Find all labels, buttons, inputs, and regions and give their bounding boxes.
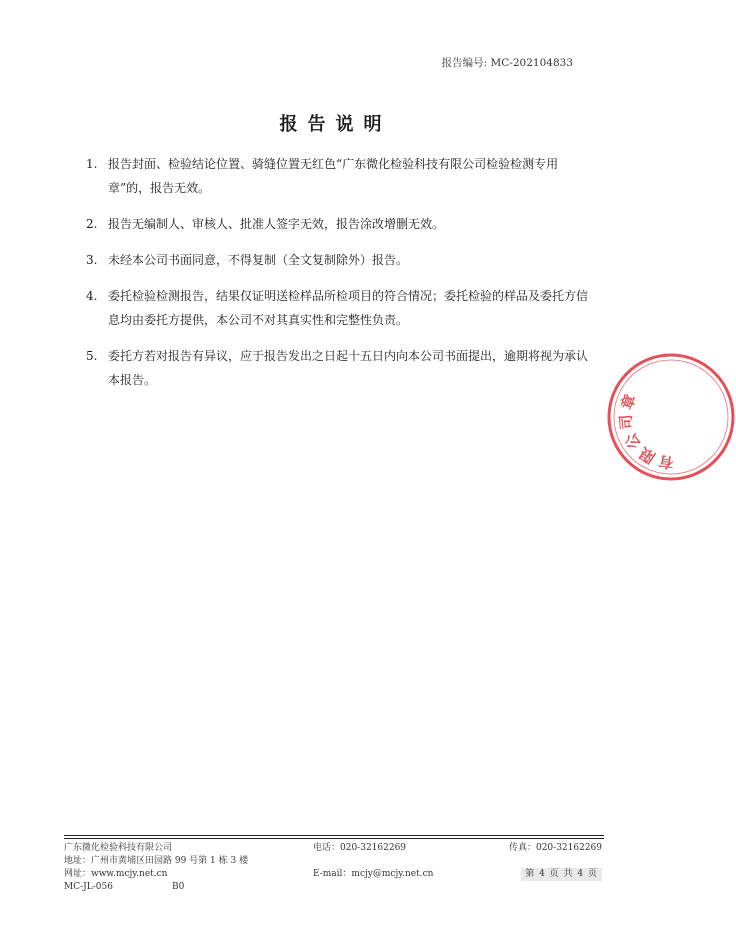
footer-divider-thick [64,835,604,836]
footer-fax: 传真：020-32162269 [508,843,602,853]
list-item [86,212,591,236]
notes-list [86,152,591,404]
page-indicator: 第 4 页 共 4 页 [521,868,602,881]
note-text: 委托检验检测报告，结果仅证明送检样品所检项目的符合情况；委托检验的样品及委托方信息均由委托方提供，本公司不对其真实性和完整性负责。 [108,289,589,327]
note-text: 委托方若对报告有异议，应于报告发出之日起十五日内向本公司书面提出，逾期将视为承认本报告。 [108,349,589,387]
note-text: 未经本公司书面同意，不得复制（全文复制除外）报告。 [108,253,409,267]
footer-company: 广东微化检验科技有限公司 [64,843,173,853]
note-text: 报告封面、检验结论位置、骑缝位置无红色“广东微化检验科技有限公司检验检测专用章”的，报告无效。 [108,157,559,195]
footer-address: 地址：广州市黄埔区田园路 99 号第 1 栋 3 楼 [64,856,249,866]
footer-form-version: B0 [172,882,185,892]
list-item [86,152,591,200]
footer [64,842,604,894]
page-title: 报告说明 [279,114,392,135]
footer-form-code: MC-JL-056 [64,882,113,892]
footer-email: E-mail：mcjy@mcjy.net.cn [313,869,434,879]
note-number: 2. [86,217,98,231]
list-item [86,284,591,332]
note-text: 报告无编制人、审核人、批准人签字无效，报告涂改增删无效。 [108,217,445,231]
note-number: 3. [86,253,98,267]
company-seal-stamp [606,352,736,482]
footer-website: 网址：www.mcjy.net.cn [64,869,168,879]
list-item [86,248,591,272]
report-number: 报告编号: MC-202104833 [441,57,573,69]
note-number: 1. [86,157,98,171]
footer-divider-thin [64,838,604,839]
seal-text: 有限公司章 [616,389,675,472]
note-number: 4. [86,289,98,303]
list-item [86,344,591,392]
note-number: 5. [86,349,98,363]
footer-phone: 电话：020-32162269 [313,843,407,853]
